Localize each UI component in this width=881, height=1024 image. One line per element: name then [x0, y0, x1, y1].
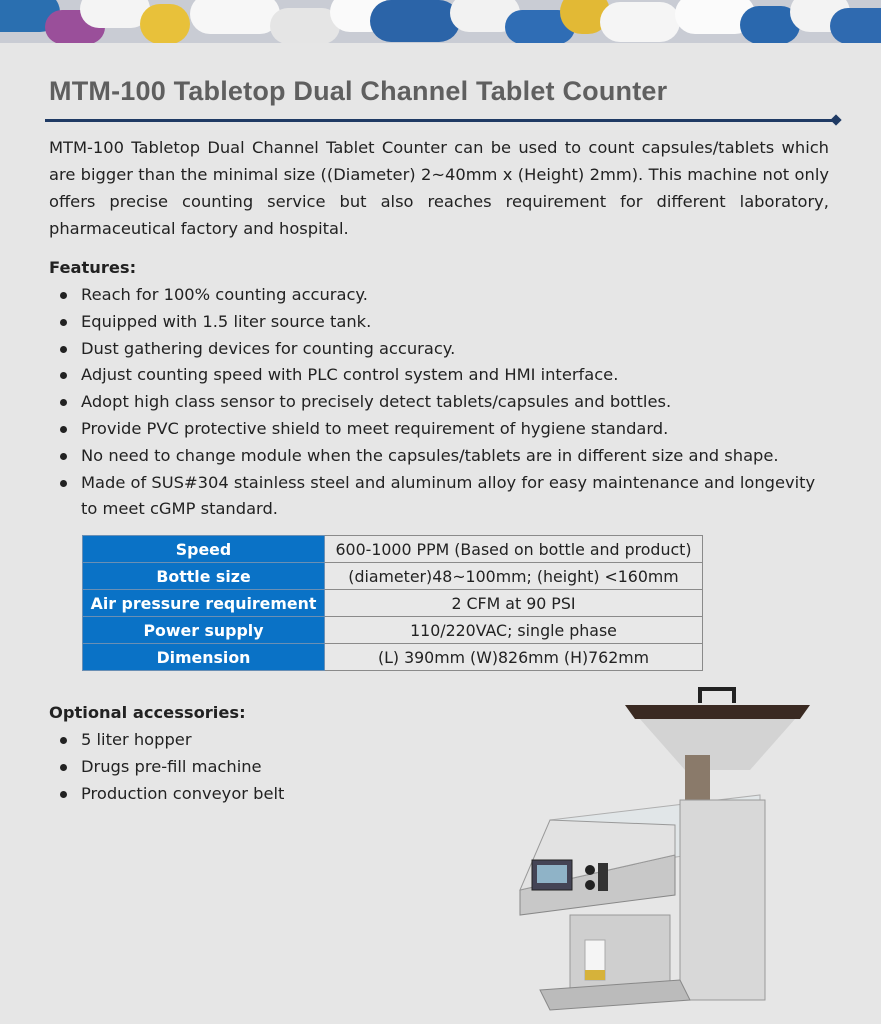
table-row [83, 563, 703, 590]
spec-label: Dimension [83, 644, 325, 671]
list-item: Provide PVC protective shield to meet requirement of hygiene standard. [49, 416, 829, 443]
spec-value: 110/220VAC; single phase [325, 617, 703, 644]
table-row [83, 617, 703, 644]
page-title: MTM-100 Tabletop Dual Channel Tablet Counter [49, 76, 668, 106]
list-item: Adopt high class sensor to precisely detect tablets/capsules and bottles. [49, 389, 829, 416]
list-item: 5 liter hopper [49, 727, 829, 754]
features-list [49, 282, 829, 523]
list-item: Production conveyor belt [49, 781, 829, 808]
spec-label: Bottle size [83, 563, 325, 590]
table-row [83, 536, 703, 563]
list-item: Equipped with 1.5 liter source tank. [49, 309, 829, 336]
spec-value: 2 CFM at 90 PSI [325, 590, 703, 617]
intro-paragraph: MTM-100 Tabletop Dual Channel Tablet Counter can be used to count capsules/tablets which are bigger than the minimal size ((Diameter) 2~40mm x (Height) 2mm). This machine not only offers precise counting service but also reaches requirement for different laboratory, pharmaceutical factory and hospital. [49, 138, 829, 238]
title-divider [45, 119, 835, 122]
list-item: Drugs pre-fill machine [49, 754, 829, 781]
table-row [83, 644, 703, 671]
accessories-heading: Optional accessories: [49, 703, 246, 722]
spec-value: 600-1000 PPM (Based on bottle and product) [325, 536, 703, 563]
divider-diamond-icon [830, 114, 841, 125]
spec-table [82, 535, 703, 671]
spec-label: Speed [83, 536, 325, 563]
spec-label: Power supply [83, 617, 325, 644]
tablet-counter-machine-image [510, 685, 820, 1015]
list-item: Reach for 100% counting accuracy. [49, 282, 829, 309]
list-item: No need to change module when the capsules/tablets are in different size and shape. [49, 443, 829, 470]
pills-banner-image [0, 0, 881, 43]
list-item: Made of SUS#304 stainless steel and aluminum alloy for easy maintenance and longevity to meet cGMP standard. [49, 470, 829, 524]
spec-value: (L) 390mm (W)826mm (H)762mm [325, 644, 703, 671]
spec-value: (diameter)48~100mm; (height) <160mm [325, 563, 703, 590]
list-item: Dust gathering devices for counting accuracy. [49, 336, 829, 363]
list-item: Adjust counting speed with PLC control system and HMI interface. [49, 362, 829, 389]
table-row [83, 590, 703, 617]
spec-label: Air pressure requirement [83, 590, 325, 617]
features-heading: Features: [49, 258, 137, 277]
